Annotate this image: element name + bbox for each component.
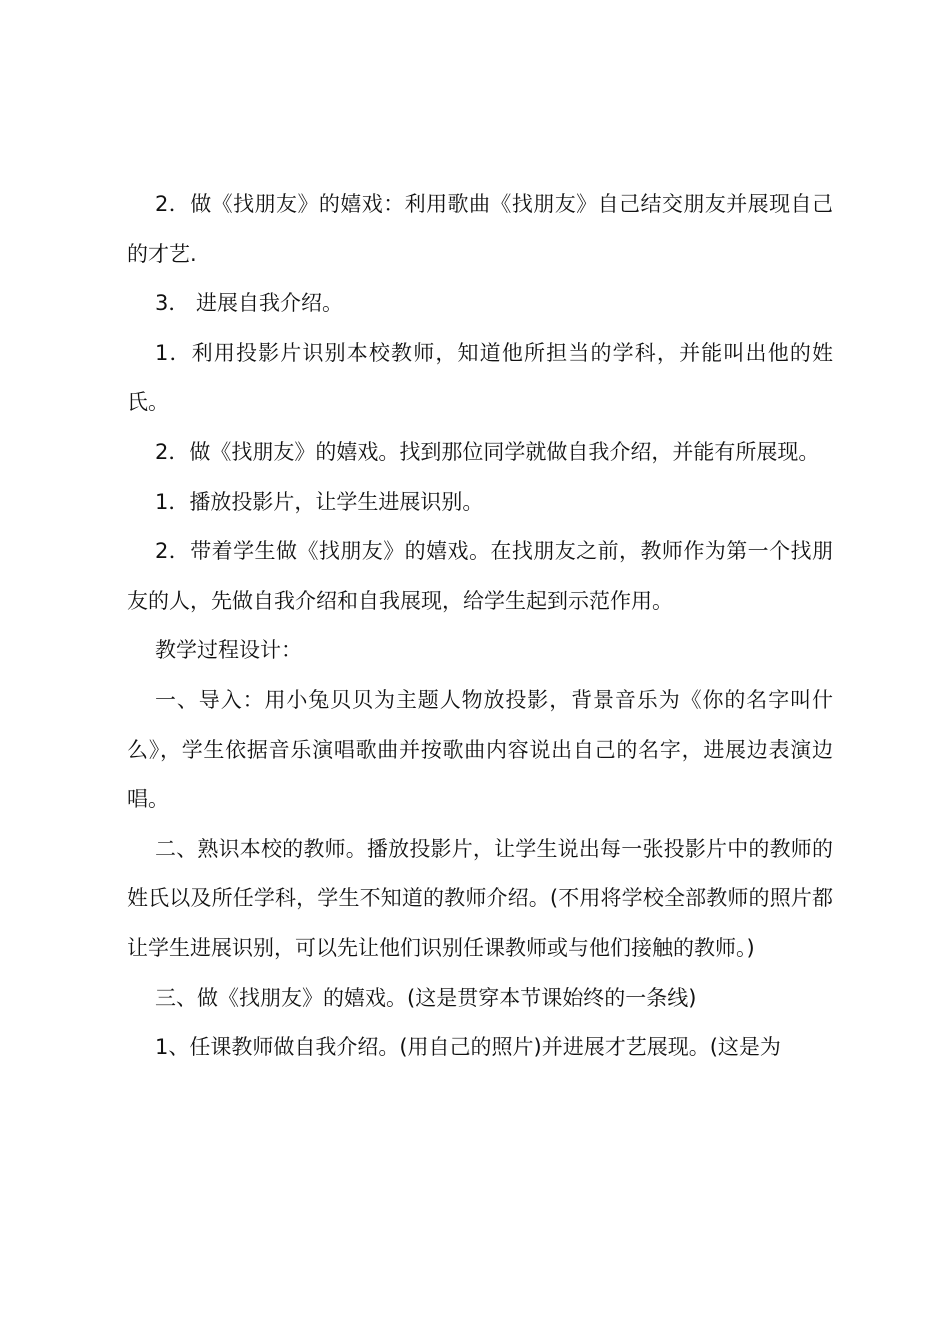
paragraph: 2．做《找朋友》的嬉戏：利用歌曲《找朋友》自己结交朋友并展现自己的才艺. [127, 192, 833, 266]
paragraph: 教学过程设计： [155, 638, 302, 663]
paragraph: 2．做《找朋友》的嬉戏。找到那位同学就做自我介绍，并能有所展现。 [155, 439, 820, 464]
paragraph: 1．利用投影片识别本校教师，知道他所担当的学科，并能叫出他的姓氏。 [127, 340, 833, 415]
paragraph: 三、做《找朋友》的嬉戏。(这是贯穿本节课始终的一条线) [155, 985, 697, 1010]
paragraph: 1、任课教师做自我介绍。(用自己的照片)并进展才艺展现。(这是为 [155, 1035, 781, 1060]
paragraph: 2．带着学生做《找朋友》的嬉戏。在找朋友之前，教师作为第一个找朋友的人，先做自我介绍和自我展现，给学生起到示范作用。 [127, 539, 833, 613]
paragraph: 一、导入：用小兔贝贝为主题人物放投影，背景音乐为《你的名字叫什么》，学生依据音乐演唱歌曲并按歌曲内容说出自己的名字，进展边表演边唱。 [127, 687, 833, 812]
paragraph: 1．播放投影片，让学生进展识别。 [155, 489, 484, 514]
paragraph: 3． 进展自我介绍。 [155, 291, 344, 316]
document-body [127, 180, 833, 1073]
paragraph: 二、熟识本校的教师。播放投影片，让学生说出每一张投影片中的教师的姓氏以及所任学科，学生不知道的教师介绍。(不用将学校全部教师的照片都让学生进展识别，可以先让他们识别任课教师或与他们接触的教师。) [127, 836, 833, 960]
